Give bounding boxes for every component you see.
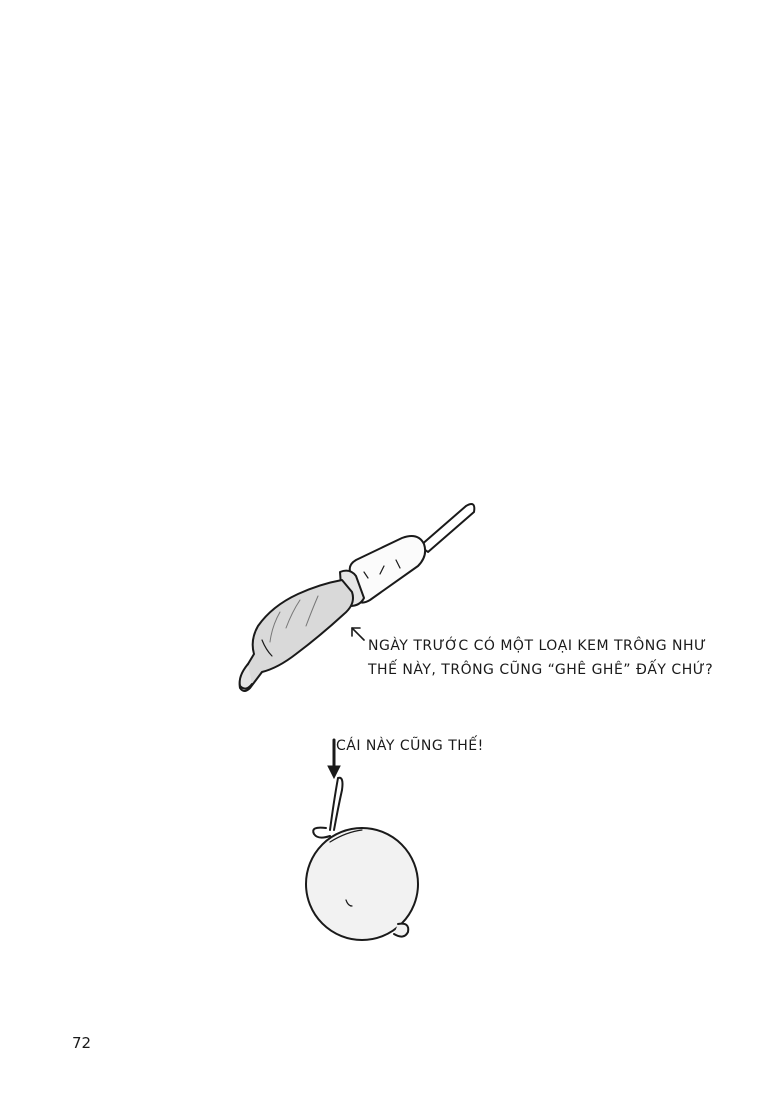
caption-popsicle [368,634,713,682]
caption-popsicle-line1: NGÀY TRƯỚC CÓ MỘT LOẠI KEM TRÔNG NHƯ [368,638,707,654]
caption-popsicle-arrow [352,628,364,640]
page-number: 72 [72,1034,92,1052]
caption-popsicle-line2: THẾ NÀY, TRÔNG CŨNG “GHÊ GHÊ” ĐẤY CHỨ? [368,662,714,678]
balloon-drawing [306,778,418,940]
caption-balloon: CÁI NÀY CŨNG THẾ! [336,738,484,754]
